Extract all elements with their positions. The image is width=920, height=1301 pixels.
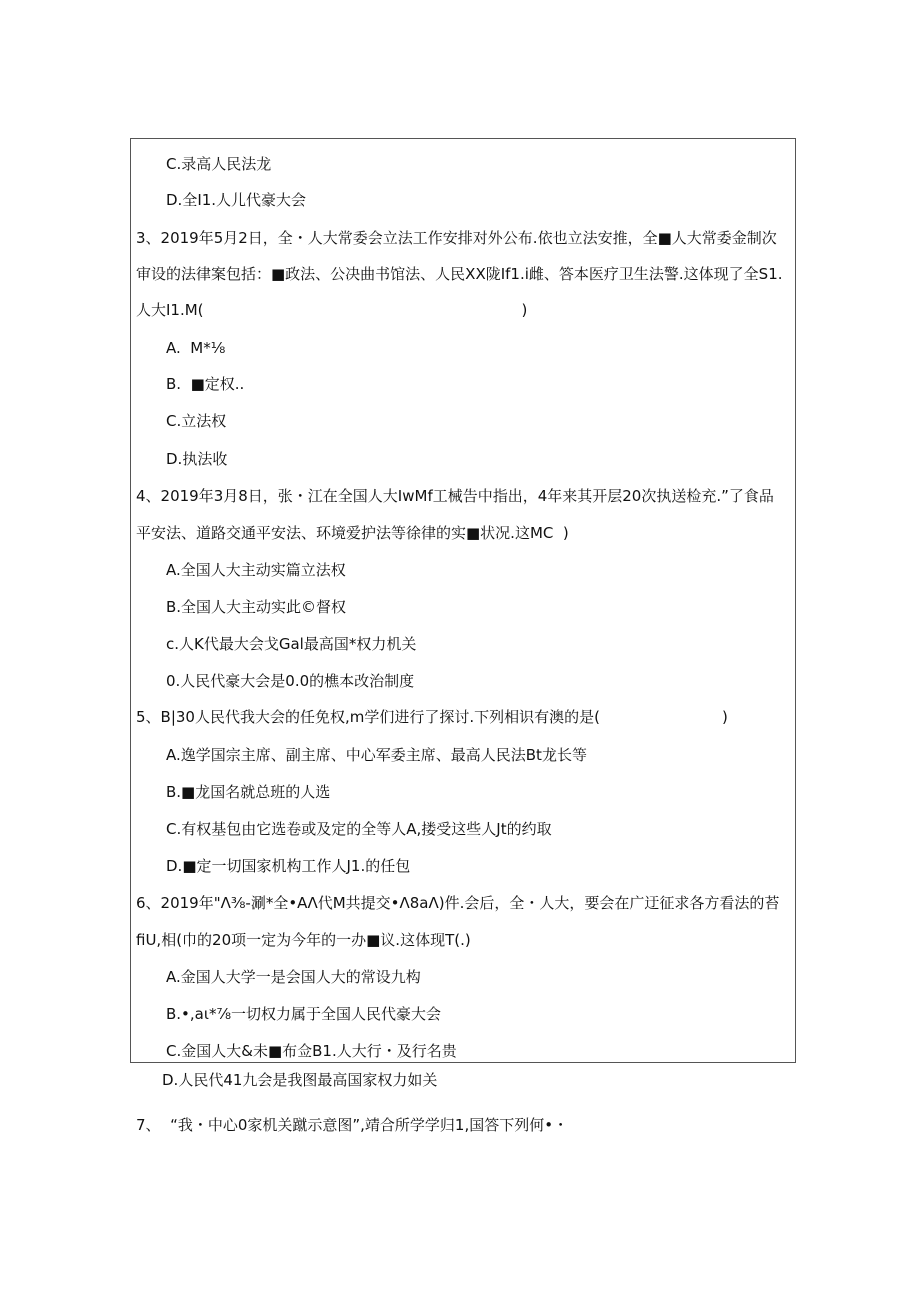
option-a-q5: A.逸学国宗主席、副主席、中心军委主席、最高人民法Bt龙长等 bbox=[166, 746, 587, 764]
option-c-q2: C.录高人民法龙 bbox=[166, 155, 272, 173]
option-a-q4: A.全国人大主动实篇立法权 bbox=[166, 561, 346, 579]
question-4-line-2: 平安法、道路交通平安法、环境爱护法等徐律的实■状况.这MC ) bbox=[136, 524, 569, 542]
option-c-q6: C.金国人大&未■布佥B1.人大行・及行名贵 bbox=[166, 1042, 457, 1060]
question-3-line-1: 3、2019年5月2日，全・人大常委会立法工作安排对外公布.依也立法安推，全■人大常委金制次 bbox=[136, 229, 777, 247]
question-4-line-1: 4、2019年3月8日，张・江在全国人大IwMf工械告中指出，4年来其开层20次执送检充.”了食品 bbox=[136, 487, 774, 505]
option-b-q3: B. ■定权.. bbox=[166, 375, 245, 393]
option-c-q5: C.有权基包由它选卷或及定的全等人A,搂受这些人Jt的约取 bbox=[166, 820, 552, 838]
option-b-q4: B.全国人大主动实此©督权 bbox=[166, 598, 347, 616]
option-c-q3: C.立法权 bbox=[166, 412, 227, 430]
closing-paren: ) bbox=[521, 301, 528, 319]
option-a-q3: A. M*⅛ bbox=[166, 339, 226, 357]
question-7: 7、 “我・中心0家机关蹴示意图”,靖合所学学归1,国答下列何•・ bbox=[136, 1116, 569, 1134]
option-d-q5: D.■定一切国家机构工作人J1.的任包 bbox=[166, 857, 411, 875]
question-3-stem-end: 人大I1.M( bbox=[136, 301, 204, 319]
option-b-q5: B.■龙国名就总班的人选 bbox=[166, 783, 331, 801]
option-d-q2: D.全I1.人儿代豪大会 bbox=[166, 191, 307, 209]
option-d-q6: D.人民代41九会是我图最高国家权力如关 bbox=[162, 1071, 438, 1089]
question-6-line-2: fiU,相(巾的20项一定为今年的一办■议.这体现T(.) bbox=[136, 931, 471, 949]
option-d-q3: D.执法收 bbox=[166, 450, 228, 468]
option-c-q4: c.人K代最大会戈Gal最高国*权力机关 bbox=[166, 635, 417, 653]
question-6-line-1: 6、2019年"Λ⅜-涮*全•AΛ代M共提交•Λ8aΛ)件.会后，全・人大，要会在广迂征求各方看法的苔 bbox=[136, 894, 780, 912]
question-5-stem: 5、B|30人民代我大会的任免权,m学们进行了探讨.下列相识有澳的是( bbox=[136, 708, 600, 726]
question-3-line-3 bbox=[136, 300, 527, 320]
option-d-q4: 0.人民代豪大会是0.0的樵本改治制度 bbox=[166, 672, 415, 690]
question-3-line-2: 审设的法律案包括：■政法、公决曲书馆法、人民XX陇If1.i雌、答本医疗卫生法警.这体现了全S1. bbox=[136, 265, 783, 283]
closing-paren: ) bbox=[721, 708, 728, 726]
question-5 bbox=[136, 707, 728, 727]
option-b-q6: B.•,aι*⅞一切权力属于全国人民代豪大会 bbox=[166, 1005, 441, 1023]
option-a-q6: A.金国人大学一是会国人大的常设九构 bbox=[166, 968, 421, 986]
